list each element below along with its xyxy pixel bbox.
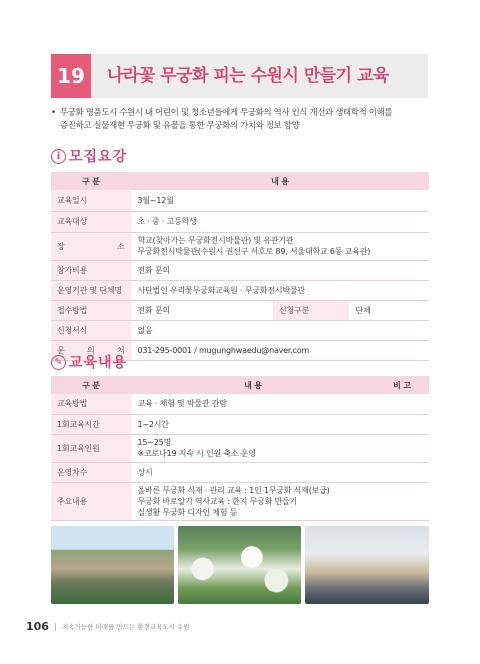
page-number: 106 <box>26 620 49 633</box>
row-label: 1회교육시간 <box>51 414 131 434</box>
classroom-photo <box>305 526 429 604</box>
row-value: 전화 문의 <box>131 300 273 320</box>
row-label: 장 소 <box>51 232 131 260</box>
table-row <box>51 462 429 482</box>
table-row <box>51 434 429 462</box>
main-line: 올바른 무궁화 식재 · 관리 교육 : 1인 1무궁화 식재(보급) <box>137 485 330 495</box>
row-note <box>375 394 429 414</box>
table-row <box>51 320 429 340</box>
page-footer <box>26 620 190 633</box>
row-value: 3월~12월 <box>131 190 429 211</box>
recruit-heading-text: 모집요강 <box>69 149 128 165</box>
row-value: 단체 <box>349 300 429 320</box>
footer-text: 지속가능한 미래를 만드는 환경교육도시 수원 <box>61 623 190 631</box>
row-value: 031-295-0001 / mugunghwaedu@naver.com <box>131 340 429 360</box>
content-heading-text: 교육내용 <box>69 355 128 371</box>
row-note <box>375 434 429 462</box>
row-value: 교육 · 체험 및 박물관 관람 <box>131 394 375 414</box>
table-row <box>51 211 429 232</box>
intro-line: 무궁화 명품도시 수원시 내 어린이 및 청소년들에게 무궁화의 역사 인식 개선과 생태학적 이해를 <box>60 107 393 117</box>
table-row <box>51 280 429 300</box>
title-bar <box>51 54 428 98</box>
table-row <box>51 190 429 211</box>
row-value: 1~2시간 <box>131 414 375 434</box>
row-label: 운영차수 <box>51 462 131 482</box>
row-label: 신청서식 <box>51 320 131 340</box>
bullet-icon: • <box>51 107 56 117</box>
table-row <box>51 232 429 260</box>
row-value <box>131 434 375 462</box>
table-header-row <box>51 376 429 394</box>
people-line: 15~25명 <box>137 438 172 447</box>
row-note <box>375 482 429 520</box>
row-label: 주요내용 <box>51 482 131 520</box>
pencil-icon: ✎ <box>51 355 66 370</box>
main-line: 실생활 무궁화 디자인 체험 등 <box>137 507 238 517</box>
info-icon: i <box>51 149 66 164</box>
row-label: 신청구분 <box>273 300 349 320</box>
header-content: 내 용 <box>131 172 429 190</box>
place-line: 학교(찾아가는 무궁화전시박물관) 및 유관기관 <box>137 236 294 245</box>
recruit-table <box>51 172 429 361</box>
page-title: 나라꽃 무궁화 피는 수원시 만들기 교육 <box>107 66 389 86</box>
table-row <box>51 300 429 320</box>
content-heading <box>51 352 127 372</box>
table-header-row <box>51 172 429 190</box>
people-line: ※코로나19 지속 시 인원 축소 운영 <box>137 449 256 458</box>
row-note <box>375 462 429 482</box>
section-number: 19 <box>51 54 91 98</box>
content-table <box>51 376 429 521</box>
row-value: 사단법인 우리꽃무궁화교육원 · 무궁화전시박물관 <box>131 280 429 300</box>
intro-paragraph <box>51 106 431 131</box>
row-label: 1회교육인원 <box>51 434 131 462</box>
row-value: 전화 문의 <box>131 260 429 280</box>
row-value: 상시 <box>131 462 375 482</box>
recruit-heading <box>51 146 127 166</box>
footer-divider <box>55 623 56 631</box>
row-label: 교육방법 <box>51 394 131 414</box>
row-label: 운영기관 및 단체명 <box>51 280 131 300</box>
header-note: 비 고 <box>375 376 429 394</box>
intro-line: 증진하고 실물재현 무궁화 및 유물을 통한 무궁화의 가치와 정보 함양 <box>60 119 300 130</box>
table-row <box>51 414 429 434</box>
row-value: 초 · 중 · 고등학생 <box>131 211 429 232</box>
header-content: 내 용 <box>131 376 375 394</box>
row-label: 교육일시 <box>51 190 131 211</box>
row-value: 없음 <box>131 320 429 340</box>
main-line: 무궁화 바로알기 역사교육 : 한지 무궁화 만들기 <box>137 496 298 506</box>
row-label: 접수방법 <box>51 300 131 320</box>
table-row <box>51 482 429 520</box>
table-row <box>51 260 429 280</box>
row-value <box>131 232 429 260</box>
header-category: 구 분 <box>51 172 131 190</box>
museum-building-photo <box>51 526 174 604</box>
place-line: 무궁화전시박물관(수원시 권선구 서호로 89, 서울대학교 6동 교육관) <box>137 247 371 256</box>
row-label: 교육대상 <box>51 211 131 232</box>
row-label: 참가비용 <box>51 260 131 280</box>
table-row <box>51 394 429 414</box>
row-value <box>131 482 375 520</box>
header-category: 구 분 <box>51 376 131 394</box>
mugunghwa-garden-photo <box>178 526 301 604</box>
row-label: 문 의 처 <box>51 340 131 360</box>
row-note <box>375 414 429 434</box>
